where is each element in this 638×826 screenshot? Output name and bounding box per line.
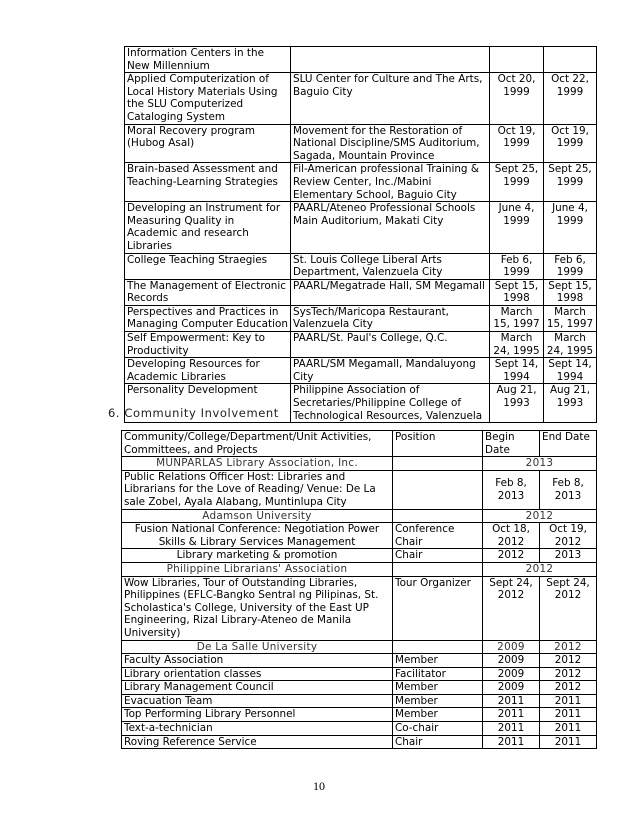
- table-cell: Sept 14, 1994: [490, 358, 544, 384]
- position-header: Position: [393, 431, 483, 457]
- table-cell: Top Performing Library Personnel: [122, 708, 393, 722]
- table-cell: Conference Chair: [393, 523, 483, 549]
- table-cell: June 4, 1999: [544, 202, 597, 253]
- table-cell: Sept 24, 2012: [540, 576, 597, 640]
- table-cell: 2012: [540, 681, 597, 695]
- table-cell: Sept 24, 2012: [483, 576, 540, 640]
- table-cell: College Teaching Straegies: [125, 253, 291, 279]
- table-cell: Personality Development: [125, 384, 291, 423]
- table-cell: June 4, 1999: [490, 202, 544, 253]
- table-cell: [393, 457, 483, 471]
- table-cell: March 15, 1997: [544, 305, 597, 331]
- org-header-row: [122, 457, 597, 471]
- table-row: [125, 47, 597, 73]
- table-cell: Self Empowerment: Key to Productivity: [125, 332, 291, 358]
- table-row: [122, 667, 597, 681]
- table-cell: Library marketing & promotion: [122, 549, 393, 563]
- table-cell: Feb 6, 1999: [544, 253, 597, 279]
- table-cell: [291, 47, 490, 73]
- table-cell: Sept 15, 1998: [544, 279, 597, 305]
- table-row: [125, 163, 597, 202]
- org-year: 2012: [483, 509, 597, 523]
- begin-header: Begin Date: [483, 431, 540, 457]
- table-cell: March 15, 1997: [490, 305, 544, 331]
- table-cell: Philippine Association of Secretaries/Philippine College of Technological Resources, Valenzuela: [291, 384, 490, 423]
- end-header: End Date: [540, 431, 597, 457]
- table-cell: 2011: [540, 708, 597, 722]
- table-cell: Fil-American professional Training & Review Center, Inc./Mabini Elementary School, Baguio City: [291, 163, 490, 202]
- table-row: [122, 722, 597, 736]
- table-cell: 2012: [540, 640, 597, 654]
- table-cell: Library orientation classes: [122, 667, 393, 681]
- table-row: [122, 735, 597, 749]
- table-cell: Co-chair: [393, 722, 483, 736]
- table-cell: Feb 8, 2013: [540, 470, 597, 509]
- table-cell: SLU Center for Culture and The Arts, Baguio City: [291, 73, 490, 124]
- table-cell: March 24, 1995: [490, 332, 544, 358]
- table-cell: March 24, 1995: [544, 332, 597, 358]
- table-cell: Oct 20, 1999: [490, 73, 544, 124]
- table-cell: Member: [393, 681, 483, 695]
- table-row: [122, 523, 597, 549]
- table-cell: Text-a-technician: [122, 722, 393, 736]
- table-cell: [393, 470, 483, 509]
- table-cell: Tour Organizer: [393, 576, 483, 640]
- org-header-row: [122, 562, 597, 576]
- table-cell: Developing an Instrument for Measuring Quality in Academic and research Libraries: [125, 202, 291, 253]
- table-cell: Oct 19, 1999: [544, 124, 597, 163]
- table-cell: Sept 14, 1994: [544, 358, 597, 384]
- table-cell: The Management of Electronic Records: [125, 279, 291, 305]
- table-cell: Sept 25, 1999: [490, 163, 544, 202]
- table-row: [122, 681, 597, 695]
- table-cell: 2012: [483, 549, 540, 563]
- table-cell: 2009: [483, 654, 540, 668]
- table-cell: 2012: [540, 654, 597, 668]
- table-row: [125, 253, 597, 279]
- table-row: [122, 576, 597, 640]
- table-cell: Sept 25, 1999: [544, 163, 597, 202]
- table-cell: Roving Reference Service: [122, 735, 393, 749]
- table-cell: St. Louis College Liberal Arts Department, Valenzuela City: [291, 253, 490, 279]
- table-cell: Sept 15, 1998: [490, 279, 544, 305]
- table-cell: Movement for the Restoration of National Discipline/SMS Auditorium, Sagada, Mountain Province: [291, 124, 490, 163]
- table-cell: Moral Recovery program (Hubog Asal): [125, 124, 291, 163]
- table-cell: Aug 21, 1993: [490, 384, 544, 423]
- table-cell: 2011: [483, 708, 540, 722]
- seminars-table: [124, 46, 597, 423]
- table-cell: 2011: [540, 722, 597, 736]
- table-cell: 2011: [540, 735, 597, 749]
- table-cell: Facilitator: [393, 667, 483, 681]
- table-cell: Wow Libraries, Tour of Outstanding Libraries, Philippines (EFLC-Bangko Sentral ng Pilipinas, St. Scholastica's College, University of the East UP Engineering, Rizal Library-Ateneo de Manila University): [122, 576, 393, 640]
- table-cell: Chair: [393, 549, 483, 563]
- table-cell: Member: [393, 694, 483, 708]
- table-row: [122, 470, 597, 509]
- org-name: De La Salle University: [122, 640, 393, 654]
- table-cell: Feb 8, 2013: [483, 470, 540, 509]
- table-cell: Brain-based Assessment and Teaching-Learning Strategies: [125, 163, 291, 202]
- table-cell: Member: [393, 708, 483, 722]
- table-row: [122, 694, 597, 708]
- table-cell: PAARL/SM Megamall, Mandaluyong City: [291, 358, 490, 384]
- table-cell: Oct 19, 1999: [490, 124, 544, 163]
- org-name: Philippine Librarians' Association: [122, 562, 393, 576]
- org-header-row: [122, 509, 597, 523]
- table-cell: Member: [393, 654, 483, 668]
- table-cell: PAARL/Megatrade Hall, SM Megamall: [291, 279, 490, 305]
- page-number: 10: [313, 779, 325, 793]
- table-cell: Chair: [393, 735, 483, 749]
- table-cell: Oct 22, 1999: [544, 73, 597, 124]
- table-row: [122, 708, 597, 722]
- table-cell: 2012: [540, 667, 597, 681]
- org-year: 2012: [483, 562, 597, 576]
- table-row: [125, 202, 597, 253]
- table-cell: [490, 47, 544, 73]
- table-cell: Public Relations Officer Host: Libraries and Librarians for the Love of Reading/ Venue: De La sale Zobel, Ayala Alabang, Muntinlupa City: [122, 470, 393, 509]
- table-row: [125, 358, 597, 384]
- table-cell: [544, 47, 597, 73]
- table-cell: 2009: [483, 681, 540, 695]
- org-year: 2013: [483, 457, 597, 471]
- table-cell: Developing Resources for Academic Libraries: [125, 358, 291, 384]
- table-cell: Evacuation Team: [122, 694, 393, 708]
- table-row: [125, 279, 597, 305]
- table-cell: Fusion National Conference: Negotiation Power Skills & Library Services Management: [122, 523, 393, 549]
- table-cell: Oct 18, 2012: [483, 523, 540, 549]
- table-row: [125, 332, 597, 358]
- table-row: [125, 124, 597, 163]
- table-cell: [393, 562, 483, 576]
- table-cell: [393, 640, 483, 654]
- table-row: [122, 549, 597, 563]
- section-title: 6. Community Involvement: [108, 406, 279, 420]
- header-row: [122, 431, 597, 457]
- org-name: MUNPARLAS Library Association, Inc.: [122, 457, 393, 471]
- table-cell: 2011: [540, 694, 597, 708]
- table-cell: [393, 509, 483, 523]
- org-name: Adamson University: [122, 509, 393, 523]
- table-cell: Perspectives and Practices in Managing Computer Education: [125, 305, 291, 331]
- table-cell: Oct 19, 2012: [540, 523, 597, 549]
- org-header: Community/College/Department/Unit Activities, Committees, and Projects: [122, 431, 393, 457]
- table-row: [125, 305, 597, 331]
- table-cell: 2009: [483, 667, 540, 681]
- table-cell: Aug 21, 1993: [544, 384, 597, 423]
- table-cell: 2011: [483, 722, 540, 736]
- community-involvement-table: [121, 430, 597, 749]
- table-cell: Feb 6, 1999: [490, 253, 544, 279]
- table-cell: 2011: [483, 735, 540, 749]
- table-cell: SysTech/Maricopa Restaurant, Valenzuela City: [291, 305, 490, 331]
- table-cell: PAARL/St. Paul's College, Q.C.: [291, 332, 490, 358]
- table-cell: Information Centers in the New Millennium: [125, 47, 291, 73]
- table-cell: 2011: [483, 694, 540, 708]
- table-cell: Library Management Council: [122, 681, 393, 695]
- table-cell: 2013: [540, 549, 597, 563]
- table-cell: Faculty Association: [122, 654, 393, 668]
- table-cell: 2009: [483, 640, 540, 654]
- org-header-row: [122, 640, 597, 654]
- table-cell: PAARL/Ateneo Professional Schools Main Auditorium, Makati City: [291, 202, 490, 253]
- table-row: [125, 73, 597, 124]
- table-cell: Applied Computerization of Local History Materials Using the SLU Computerized Cataloging System: [125, 73, 291, 124]
- table-row: [122, 654, 597, 668]
